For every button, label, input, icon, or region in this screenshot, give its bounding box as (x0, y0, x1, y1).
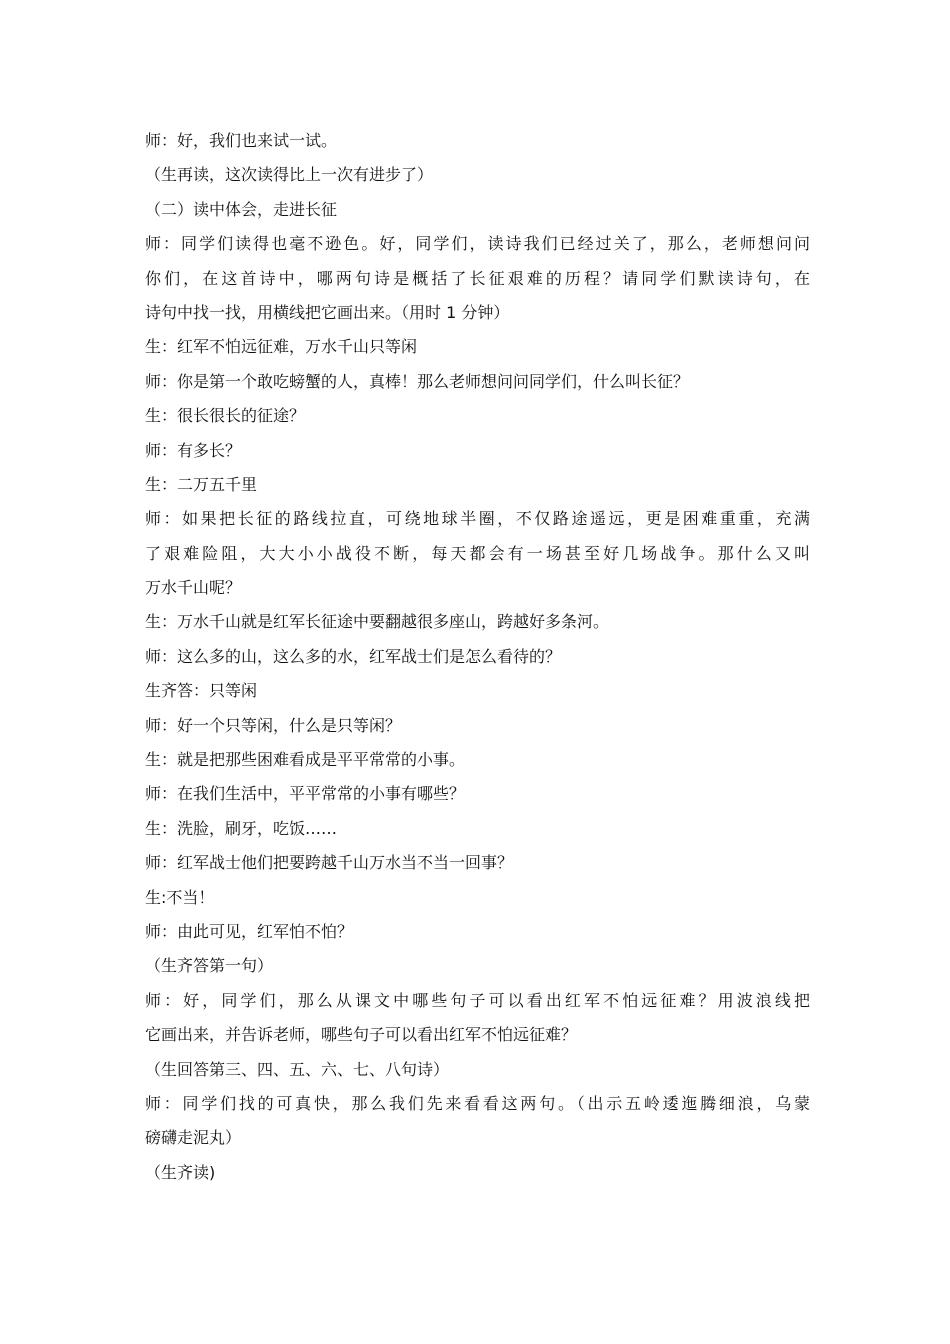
text-line-21: 生：洗脸，刷牙，吃饭…… (145, 818, 338, 838)
text-line-19: 生：就是把那些困难看成是平平常常的小事。 (145, 750, 466, 770)
section-heading: （二）读中体会，走进长征 (145, 199, 338, 219)
text-line-17: 生齐答：只等闲 (145, 681, 258, 701)
text-line-13: 了艰难险阻，大大小小战役不断，每天都会有一场甚至好几场战争。那什么又叫 (145, 543, 810, 563)
text-line-27: 它画出来，并告诉老师，哪些句子可以看出红军不怕远征难？ (145, 1025, 578, 1045)
text-line-2: （生再读，这次读得比上一次有进步了） (145, 165, 434, 185)
text-line-26: 师：好，同学们，那么从课文中哪些句子可以看出红军不怕远征难？用波浪线把 (145, 990, 810, 1010)
text-line-14: 万水千山呢？ (145, 578, 242, 598)
text-line-22: 师：红军战士他们把要跨越千山万水当不当一回事？ (145, 853, 514, 873)
text-line-24: 师：由此可见，红军怕不怕？ (145, 921, 354, 941)
text-line-20: 师：在我们生活中，平平常常的小事有哪些？ (145, 784, 466, 804)
text-line-31: （生齐读) (145, 1162, 216, 1182)
text-line-7: 生：红军不怕远征难，万水千山只等闲 (145, 337, 418, 357)
document-body (145, 124, 810, 1190)
text-line-29: 师：同学们找的可真快，那么我们先来看看这两句。（出示五岭逶迤腾细浪，乌蒙 (145, 1093, 810, 1113)
text-line-16: 师：这么多的山，这么多的水，红军战士们是怎么看待的？ (145, 646, 562, 666)
text-line-10: 师：有多长？ (145, 440, 242, 460)
text-line-9: 生：很长很长的征途？ (145, 406, 306, 426)
text-line-4: 师：同学们读得也毫不逊色。好，同学们，读诗我们已经过关了，那么，老师想问问 (145, 234, 810, 254)
text-line-18: 师：好一个只等闲，什么是只等闲？ (145, 715, 402, 735)
text-line-15: 生：万水千山就是红军长征途中要翻越很多座山，跨越好多条河。 (145, 612, 610, 632)
text-line-11: 生：二万五千里 (145, 474, 258, 494)
text-line-8: 师：你是第一个敢吃螃蟹的人，真棒！那么老师想问问同学们，什么叫长征？ (145, 371, 690, 391)
text-line-23: 生:不当！ (145, 887, 215, 907)
text-line-12: 师：如果把长征的路线拉直，可绕地球半圈，不仅路途遥远，更是困难重重，充满 (145, 509, 810, 529)
text-line-1: 师：好，我们也来试一试。 (145, 131, 338, 150)
text-line-6: 诗句中找一找，用横线把它画出来。（用时 1 分钟） (145, 302, 510, 322)
text-line-25: （生齐答第一句） (145, 956, 274, 976)
text-line-5: 你们，在这首诗中，哪两句诗是概括了长征艰难的历程？请同学们默读诗句，在 (145, 268, 810, 288)
text-line-28: （生回答第三、四、五、六、七、八句诗） (145, 1059, 450, 1079)
text-line-30: 磅礴走泥丸） (145, 1128, 242, 1148)
